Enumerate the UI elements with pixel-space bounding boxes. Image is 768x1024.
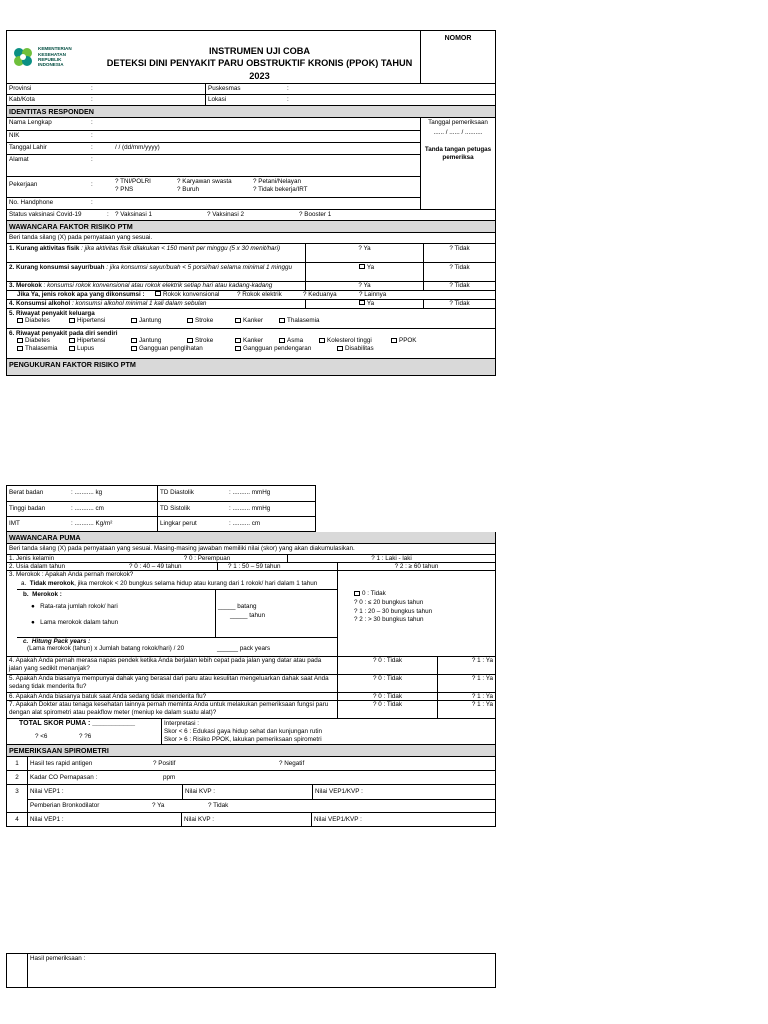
row-alamat: Alamat : <box>7 154 420 176</box>
label-imt: IMT <box>9 520 20 527</box>
option-q5-ya[interactable]: ? 1 : Ya <box>437 675 495 692</box>
option-kel-hipertensi[interactable]: Hipertensi <box>65 317 127 325</box>
form-sheet-2 <box>6 485 496 827</box>
option-bronko-ya[interactable]: ? Ya <box>152 801 165 809</box>
option-diri-asma[interactable]: Asma <box>275 337 315 345</box>
field-pack-years[interactable]: ______ pack years <box>217 644 271 652</box>
logo-text: KEMENTERIAN KESEHATAN REPUBLIK INDONESIA <box>38 46 72 68</box>
checkbox-icon <box>319 338 325 343</box>
option-diri-diabetes[interactable]: Diabetes <box>13 337 65 345</box>
checkbox-icon <box>187 338 193 343</box>
row-nik: NIK : <box>7 130 420 142</box>
field-batang[interactable]: _____ batang <box>218 602 257 610</box>
option-vaksin1[interactable]: ? Vaksinasi 1 <box>115 210 152 218</box>
label-td-diastolik: TD Diastolik <box>157 486 227 501</box>
option-q2-ya[interactable]: Ya <box>305 263 423 281</box>
option-diri-penglihatan[interactable]: Gangguan penglihatan <box>127 345 231 353</box>
row-aktivitas-fisik: 1. Kurang aktivitas fisik : jika aktivitas fisik dilakukan < 150 menit per minggu (5 x 30 menit/hari) ? Ya ? Tidak <box>7 243 495 262</box>
identitas-block <box>7 117 495 209</box>
option-q4-tidak[interactable]: ? 0 : Tidak <box>337 657 437 674</box>
field-lingkar-perut[interactable]: : .......... cm <box>229 520 261 527</box>
option-kel-stroke[interactable]: Stroke <box>183 317 231 325</box>
option-diri-pendengaran[interactable]: Gangguan pendengaran <box>231 345 333 353</box>
checkbox-icon <box>17 338 23 343</box>
field-nik[interactable]: : <box>91 131 93 139</box>
option-q6-tidak[interactable]: ? 0 : Tidak <box>337 693 437 700</box>
riwayat-diri-options-2 <box>7 345 495 353</box>
option-rokok-elektrik[interactable]: ? Rokok elektrik <box>237 290 282 298</box>
faktor-instruction: Beri tanda silang (X) pada pernyataan yang sesuai. <box>7 232 495 243</box>
option-diri-kanker[interactable]: Kanker <box>231 337 275 345</box>
option-q4-ya[interactable]: Ya <box>305 300 423 308</box>
field-ttd[interactable]: Tanda tangan petugas pemeriksa <box>424 146 492 162</box>
row-provinsi <box>7 83 495 94</box>
option-diri-thalasemia[interactable]: Thalasemia <box>13 345 65 353</box>
checkbox-icon <box>279 318 285 323</box>
option-skor-6-lebih[interactable]: ? ?6 <box>79 732 92 740</box>
option-skor-kurang-6[interactable]: ? <6 <box>35 732 48 740</box>
checkbox-icon <box>69 338 75 343</box>
option-perempuan[interactable]: ? 0 : Perempuan <box>183 554 231 562</box>
row-vaksin: Status vaksinasi Covid-19 : ? Vaksinasi 1 ? Vaksinasi 2 ? Booster 1 <box>7 209 495 220</box>
field-ratio-1[interactable]: Nilai VEP1/KVP : <box>312 785 495 799</box>
puma-table <box>6 532 496 827</box>
option-pack-0[interactable]: ? 0 : ≤ 20 bungkus tahun <box>354 598 424 606</box>
option-q7-ya[interactable]: ? 1 : Ya <box>437 701 495 718</box>
pengukuran-table <box>6 485 316 532</box>
field-ratio-2[interactable]: Nilai VEP1/KVP : <box>311 813 495 826</box>
option-usia-40-49[interactable]: ? 0 : 40 – 49 tahun <box>129 562 182 570</box>
option-rokok-lainnya[interactable]: ? Lainnya <box>359 290 387 298</box>
row-spiro-3: 3 Nilai VEP1 : Nilai KVP : Nilai VEP1/KVP : Pemberian Bronkodilator ? Ya ? Tidak <box>7 784 495 812</box>
option-antigen-positif[interactable]: ? Positif <box>153 759 176 767</box>
checkbox-icon <box>235 338 241 343</box>
tanggal-ttd-box: Tanggal pemeriksaan ...... / ...... / .......... Tanda tangan petugas pemeriksa <box>420 118 495 209</box>
option-q7-tidak[interactable]: ? 0 : Tidak <box>337 701 437 718</box>
checkbox-icon <box>17 318 23 323</box>
checkbox-icon <box>391 338 397 343</box>
field-kab[interactable]: : <box>91 95 93 103</box>
kemenkes-logo-icon <box>11 45 35 69</box>
form-title: INSTRUMEN UJI COBA DETEKSI DINI PENYAKIT PARU OBSTRUKTIF KRONIS (PPOK) TAHUN 2023 <box>106 46 413 81</box>
field-tb[interactable]: : ........... cm <box>71 505 104 512</box>
label-puskesmas: Puskesmas <box>205 84 285 94</box>
field-hasil-pemeriksaan[interactable]: Hasil pemeriksaan : <box>27 954 495 987</box>
row-riwayat-diri: 6. Riwayat penyakit pada diri sendiri Diabetes Hipertensi Jantung Stroke Kanker Asma Kolesterol tinggi PPOK Thalasemia Lupus Gangguan penglihatan Gangguan pendengaran Disabilitas <box>7 328 495 358</box>
row-dahak: 5. Apakah Anda biasanya mempunyai dahak yang berasal dari paru atau kesulitan mengeluarkan dahak saat Anda sedang tidak menderita flu? ? 0 : Tidak ? 1 : Ya <box>7 674 495 692</box>
field-kadar-co[interactable]: ppm <box>163 773 176 781</box>
row-batuk: 6. Apakah Anda biasanya batuk saat Anda sedang tidak menderita flu? ? 0 : Tidak ? 1 : Ya <box>9 692 493 700</box>
label-kab: Kab/Kota <box>9 95 35 103</box>
option-q2-tidak[interactable]: ? Tidak <box>423 263 495 281</box>
checkbox-icon <box>359 300 365 305</box>
field-provinsi[interactable]: : <box>91 85 93 92</box>
option-q5-tidak[interactable]: ? 0 : Tidak <box>337 675 437 692</box>
option-petani[interactable]: ? Petani/Nelayan <box>253 177 301 185</box>
section-puma: WAWANCARA PUMA <box>7 532 495 543</box>
checkbox-icon <box>187 318 193 323</box>
option-tidak-bekerja[interactable]: ? Tidak bekerja/IRT <box>253 185 308 193</box>
field-tgl-periksa[interactable]: ...... / ...... / .......... <box>433 128 483 136</box>
option-kel-jantung[interactable]: Jantung <box>127 317 183 325</box>
field-bb[interactable]: : ........... kg <box>71 489 103 496</box>
section-spirometri: PEMERIKSAAN SPIROMETRI <box>7 744 495 756</box>
field-kvp-2[interactable]: Nilai KVP : <box>181 813 311 826</box>
option-diri-lupus[interactable]: Lupus <box>65 345 127 353</box>
checkbox-icon <box>359 264 365 269</box>
option-buruh[interactable]: ? Buruh <box>177 185 200 193</box>
option-tidak-merokok[interactable]: 0 : Tidak <box>354 589 495 599</box>
option-diri-kolesterol[interactable]: Kolesterol tinggi <box>315 337 387 345</box>
label-lokasi: Lokasi <box>205 95 285 105</box>
puma-instruction: Beri tanda silang (X) pada pernyataan yang sesuai. Masing-masing jawaban memiliki nilai (skor) yang akan diakumulasikan. <box>9 545 355 552</box>
row-kab <box>7 94 495 105</box>
section-pengukuran: PENGUKURAN FAKTOR RISIKO PTM <box>7 358 495 375</box>
row-pekerjaan: Pekerjaan : ? TNI/POLRI ? PNS ? Karyawan swasta ? Buruh ? Petani/Nelayan ? Tidak bekerja/IRT <box>7 176 420 197</box>
field-td-sistolik[interactable]: : .......... mmHg <box>229 505 271 512</box>
field-vep1-2[interactable]: Nilai VEP1 : <box>27 813 181 826</box>
field-puskesmas[interactable]: : <box>287 85 289 92</box>
row-napas-pendek: 4. Apakah Anda pernah merasa napas pendek ketika Anda berjalan lebih cepat pada jalan yang datar atau pada jalan yang sedikit menanjak? ? 0 : Tidak ? 1 : Ya <box>7 656 495 674</box>
row-konsumsi-sayur: 2. Kurang konsumsi sayur/buah : jika konsumsi sayur/buah < 5 porsi/hari selama minimal 1 minggu Ya ? Tidak <box>7 262 495 281</box>
checkbox-icon <box>17 346 23 351</box>
section-faktor-risiko: WAWANCARA FAKTOR RISIKO PTM <box>7 220 495 232</box>
checkbox-icon <box>354 591 360 596</box>
row-nama: Nama Lengkap : <box>7 118 420 130</box>
checkbox-icon <box>235 346 241 351</box>
option-q3-ya[interactable]: ? Ya <box>305 282 423 290</box>
row-kadar-co: 2 Kadar CO Pernapasan : ppm <box>7 770 495 784</box>
field-kvp-1[interactable]: Nilai KVP : <box>182 785 312 799</box>
row-merokok: 3. Merokok : konsumsi rokok konvensional atau rokok elektrik setiap hari atau kadang-kadang ? Ya ? Tidak <box>7 281 495 290</box>
field-imt[interactable]: : ........... Kg/m² <box>71 520 113 527</box>
option-pack-1[interactable]: ? 1 : 20 – 30 bungkus tahun <box>354 607 433 615</box>
checkbox-icon <box>69 318 75 323</box>
label-tb: Tinggi badan <box>9 505 46 512</box>
row-jenis-rokok: Jika Ya, jenis rokok apa yang dikonsumsi : Rokok konvensional ? Rokok elektrik ? Keduanya ? Lainnya <box>7 290 495 299</box>
option-q1-tidak[interactable]: ? Tidak <box>423 244 495 262</box>
ministry-logo <box>7 31 99 83</box>
checkbox-icon <box>131 318 137 323</box>
label-provinsi: Provinsi <box>9 85 32 92</box>
checkbox-icon <box>131 338 137 343</box>
riwayat-diri-options-1 <box>7 337 495 345</box>
field-vep1-1[interactable]: Nilai VEP1 : <box>30 787 64 795</box>
option-diri-stroke[interactable]: Stroke <box>183 337 231 345</box>
row-spiro-4: 4 Nilai VEP1 : Nilai KVP : Nilai VEP1/KVP : <box>7 812 495 826</box>
checkbox-icon <box>279 338 285 343</box>
option-diri-ppok[interactable]: PPOK <box>387 337 417 345</box>
field-tahun[interactable]: _____ tahun <box>230 612 266 620</box>
field-td-diastolik[interactable]: : .......... mmHg <box>229 489 271 496</box>
option-diri-disabilitas[interactable]: Disabilitas <box>333 345 374 353</box>
field-alamat[interactable]: : <box>91 155 93 163</box>
field-lokasi[interactable]: : <box>287 95 289 103</box>
option-q4-tidak[interactable]: ? Tidak <box>423 300 495 308</box>
option-rokok-keduanya[interactable]: ? Keduanya <box>303 290 337 298</box>
riwayat-keluarga-options <box>7 317 495 326</box>
checkbox-icon <box>69 346 75 351</box>
option-antigen-negatif[interactable]: ? Negatif <box>279 759 305 767</box>
nomor-box[interactable]: NOMOR <box>420 31 495 83</box>
option-booster1[interactable]: ? Booster 1 <box>299 210 332 218</box>
row-merokok-puma: 3. Merokok : Apakah Anda pernah merokok? a. Tidak merokok, jika merokok < 20 bungkus selama hidup atau kurang dari 1 rokok/ hari dalam 1 tahun b. Merokok : ● Rata-rata jumlah rokok/ hari ● Lama merokok dalam tahun _____ batang _____ tahun c. Hitung Pack years : (Lama merokok (tahun) x Jumlah batang rokok/hari) / 20 ______ pack years 0 : Tidak ? 0 : ≤ 20 bungkus tahun ? 1 : 20 – 30 bungkus tahun ? 2 : > 30 bungkus tahun <box>7 570 495 656</box>
checkbox-icon <box>235 318 241 323</box>
row-hp: No. Handphone : <box>7 197 420 209</box>
label-bb: Berat badan <box>9 489 44 496</box>
label-td-sistolik: TD Sistolik <box>157 502 227 516</box>
field-tgl-lahir[interactable]: / / (dd/mm/yyyy) <box>115 143 160 151</box>
row-riwayat-keluarga: 5. Riwayat penyakit keluarga Diabetes Hipertensi Jantung Stroke Kanker Thalasemia <box>7 308 495 328</box>
option-vaksin2[interactable]: ? Vaksinasi 2 <box>207 210 244 218</box>
row-alkohol: 4. Konsumsi alkohol : konsumsi alkohol minimal 1 kali dalam sebulan Ya ? Tidak <box>7 299 495 308</box>
row-rapid-antigen: 1 Hasil tes rapid antigen ? Positif ? Negatif <box>7 756 495 770</box>
option-usia-50-59[interactable]: ? 1 : 50 – 59 tahun <box>217 563 337 570</box>
option-pack-2[interactable]: ? 2 : > 30 bungkus tahun <box>354 616 424 624</box>
option-pns[interactable]: ? PNS <box>115 185 134 193</box>
option-q1-ya[interactable]: ? Ya <box>305 244 423 262</box>
option-kel-kanker[interactable]: Kanker <box>231 317 275 325</box>
option-rokok-konvensional[interactable]: Rokok konvensional <box>149 291 235 299</box>
option-kel-thalasemia[interactable]: Thalasemia <box>275 317 320 325</box>
row-total-skor: TOTAL SKOR PUMA : ___________ ? <6 ? ?6 Interpretasi : Skor < 6 : Edukasi gaya hidup sehat dan kunjungan rutin Skor > 6 : Risiko PPOK, lakukan pemeriksaan spirometri <box>7 718 495 744</box>
field-total-skor[interactable]: TOTAL SKOR PUMA : ___________ <box>19 719 136 727</box>
option-tni-polri[interactable]: ? TNI/POLRI <box>115 177 151 185</box>
checkbox-icon <box>131 346 137 351</box>
row-usia: 2. Usia dalam tahun ? 0 : 40 – 49 tahun ? 1 : 50 – 59 tahun ? 2 : ≥ 60 tahun <box>7 562 495 570</box>
label-lingkar-perut: Lingkar perut <box>157 517 227 531</box>
option-diri-hipertensi[interactable]: Hipertensi <box>65 337 127 345</box>
option-bronko-tidak[interactable]: ? Tidak <box>208 801 229 809</box>
row-spirometri-pernah: 7. Apakah Dokter atau tenaga kesehatan lainnya pernah meminta Anda untuk melakukan pemeriksaan fungsi paru dengan alat spirometri atau peakflow meter (meniup ke dalam suatu alat)? ? 0 : Tidak ? 1 : Ya <box>7 700 495 718</box>
row-tgl-lahir: Tanggal Lahir : / / (dd/mm/yyyy) <box>7 142 420 154</box>
field-nama[interactable]: : <box>91 118 93 126</box>
row-jenis-kelamin: 1. Jenis kelamin ? 0 : Perempuan ? 1 : Laki - laki <box>7 554 495 562</box>
option-laki-laki[interactable]: ? 1 : Laki - laki <box>287 555 495 562</box>
option-q4-ya[interactable]: ? 1 : Ya <box>437 657 495 674</box>
option-usia-60[interactable]: ? 2 : ≥ 60 tahun <box>337 563 495 570</box>
field-hp[interactable]: : <box>91 198 93 206</box>
form-sheet-1 <box>6 30 496 376</box>
checkbox-icon <box>337 346 343 351</box>
checkbox-icon <box>155 291 161 296</box>
form-header <box>7 31 495 83</box>
option-karyawan[interactable]: ? Karyawan swasta <box>177 177 232 185</box>
section-identitas: IDENTITAS RESPONDEN <box>7 105 495 117</box>
hasil-pemeriksaan-box <box>6 953 496 988</box>
option-diri-jantung[interactable]: Jantung <box>127 337 183 345</box>
option-kel-diabetes[interactable]: Diabetes <box>13 317 65 325</box>
option-q3-tidak[interactable]: ? Tidak <box>423 282 495 290</box>
option-q6-ya[interactable]: ? 1 : Ya <box>437 693 495 700</box>
